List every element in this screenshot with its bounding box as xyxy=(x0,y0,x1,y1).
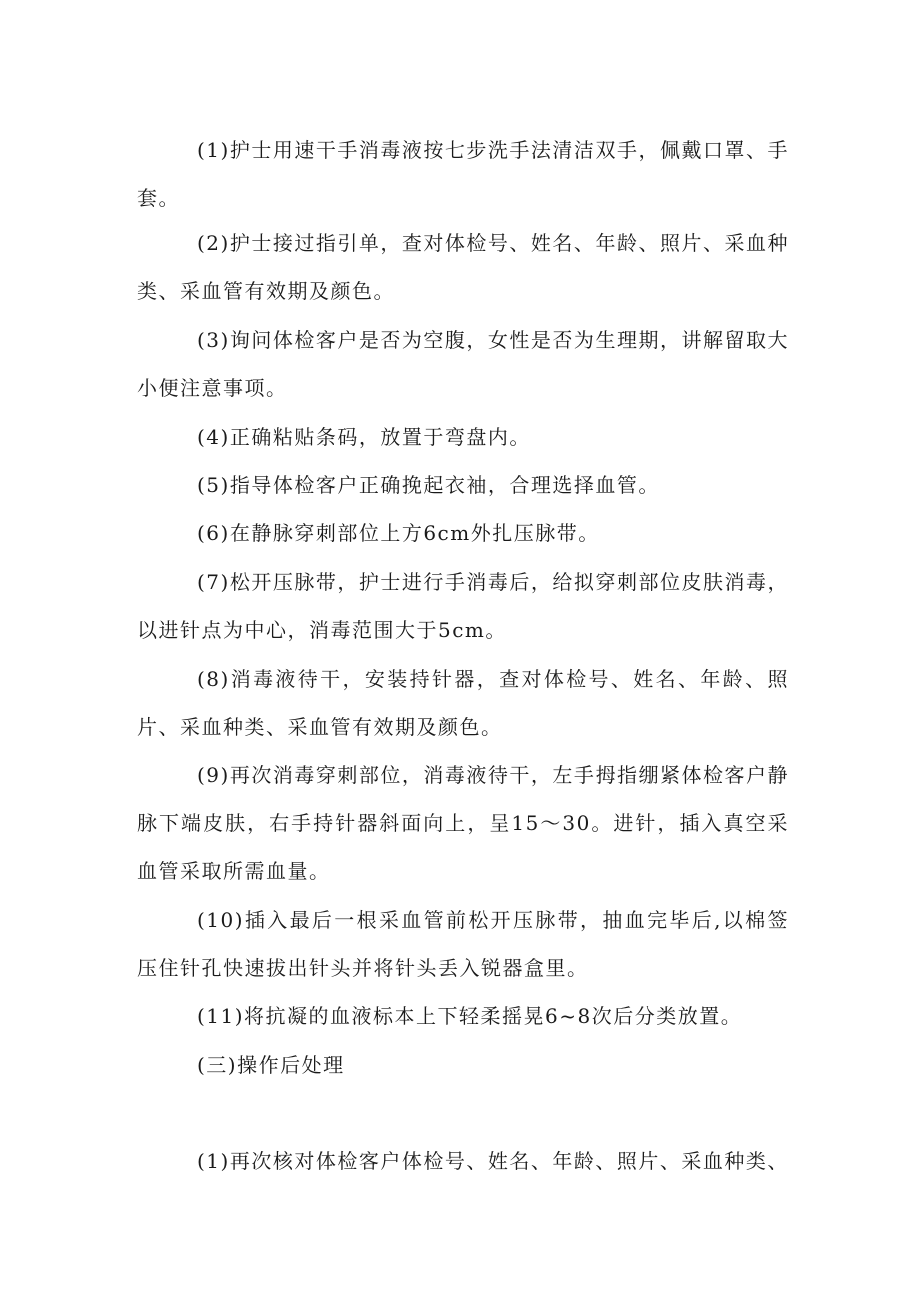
paragraph-step-7: (7)松开压脉带，护士进行手消毒后，给拟穿刺部位皮肤消毒，以进针点为中心，消毒范围大于5cm。 xyxy=(137,570,789,642)
paragraph-post-step-1: (1)再次核对体检客户体检号、姓名、年龄、照片、采血种类、 xyxy=(197,1149,789,1173)
paragraph-step-4: (4)正确粘贴条码，放置于弯盘内。 xyxy=(197,425,531,449)
paragraph-step-8: (8)消毒液待干，安装持针器，查对体检号、姓名、年龄、照片、采血种类、采血管有效期及颜色。 xyxy=(137,667,789,739)
paragraph-step-5: (5)指导体检客户正确挽起衣袖，合理选择血管。 xyxy=(197,473,660,497)
paragraph-step-1: (1)护士用速干手消毒液按七步洗手法清洁双手，佩戴口罩、手套。 xyxy=(137,138,789,210)
paragraph-step-10: (10)插入最后一根采血管前松开压脉带，抽血完毕后,以棉签压住针孔快速拔出针头并将针头丢入锐器盒里。 xyxy=(137,908,789,980)
section-heading: (三)操作后处理 xyxy=(197,1053,345,1077)
paragraph-step-3: (3)询问体检客户是否为空腹，女性是否为生理期，讲解留取大小便注意事项。 xyxy=(137,328,789,400)
paragraph-step-9: (9)再次消毒穿刺部位，消毒液待干，左手拇指绷紧体检客户静脉下端皮肤，右手持针器斜面向上，呈15～30。进针，插入真空采血管采取所需血量。 xyxy=(137,763,789,883)
paragraph-step-6: (6)在静脉穿刺部位上方6cm外扎压脉带。 xyxy=(197,521,600,545)
paragraph-step-2: (2)护士接过指引单，查对体检号、姓名、年龄、照片、采血种类、采血管有效期及颜色。 xyxy=(137,231,789,303)
paragraph-step-11: (11)将抗凝的血液标本上下轻柔摇晃6~8次后分类放置。 xyxy=(197,1004,743,1028)
